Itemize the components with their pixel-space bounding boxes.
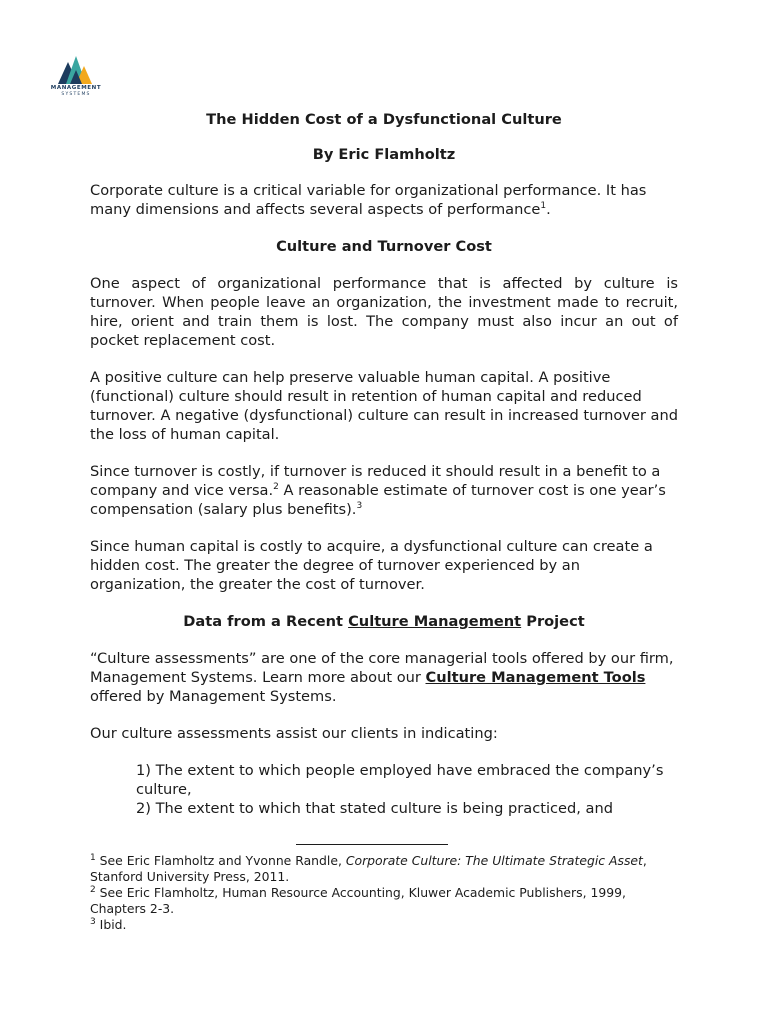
intro-paragraph: Corporate culture is a critical variable for organizational performance. It has many dimensions and affects several aspects of performance$^1$. (90, 182, 647, 218)
footnote: $^3$ Ibid. (90, 916, 127, 932)
document-body (90, 110, 678, 818)
mountain-logo-icon (58, 56, 94, 84)
footnote-ref: 3 (356, 501, 363, 512)
footnote-ref: 1 (540, 201, 547, 212)
culture-management-link[interactable]: Culture Management (348, 613, 522, 630)
footnotes (90, 853, 678, 933)
footnote: $^2$ See Eric Flamholtz, Human Resource Accounting, Kluwer Academic Publishers, 1999, Chapters 2-3. (90, 884, 626, 916)
list-item: 1) The extent to which people employed have embraced the company’s culture, (136, 762, 664, 798)
paragraph: One aspect of organizational performance that is affected by culture is turnover. When people leave an organization, the investment made to recruit, hire, orient and train them is lost. The company must also incur an out of pocket replacement cost. (90, 275, 678, 349)
footnote-ref: 2 (273, 482, 279, 493)
document-title: The Hidden Cost of a Dysfunctional Culture (206, 111, 562, 128)
paragraph: Our culture assessments assist our clients in indicating: (90, 725, 498, 742)
paragraph: Since turnover is costly, if turnover is reduced it should result in a benefit to a company and vice versa.$^2$ A reasonable estimate of turnover cost is one year’s compensation (salary plus benefits).$^3$ (90, 463, 666, 518)
byline: By Eric Flamholtz (312, 146, 456, 163)
numbered-list (90, 761, 678, 818)
list-item: 2) The extent to which that stated culture is being practiced, and (136, 800, 614, 817)
paragraph: Since human capital is costly to acquire, a dysfunctional culture can create a hidden cost. The greater the degree of turnover experienced by an organization, the greater the cost of turnover. (90, 538, 653, 593)
section-heading-turnover: Culture and Turnover Cost (276, 238, 492, 255)
logo-wordmark: MANAGEMENT (50, 85, 102, 91)
paragraph: “Culture assessments” are one of the core managerial tools offered by our firm, Management Systems. Learn more about our Culture Management Tools offered by Management Systems. (90, 650, 674, 705)
footnote: $^1$ See Eric Flamholtz and Yvonne Randle, Corporate Culture: The Ultimate Strategic Asset, Stanford University Press, 2011. (90, 852, 647, 884)
logo-subwordmark: SYSTEMS (61, 92, 91, 97)
company-logo (44, 56, 108, 100)
footnote-separator (296, 844, 448, 845)
culture-management-tools-link[interactable]: Culture Management Tools (425, 669, 646, 686)
section-heading-data: Data from a Recent Culture Management Project (183, 613, 585, 630)
paragraph: A positive culture can help preserve valuable human capital. A positive (functional) culture should result in retention of human capital and reduced turnover. A negative (dysfunctional) culture can result in increased turnover and the loss of human capital. (90, 369, 679, 443)
